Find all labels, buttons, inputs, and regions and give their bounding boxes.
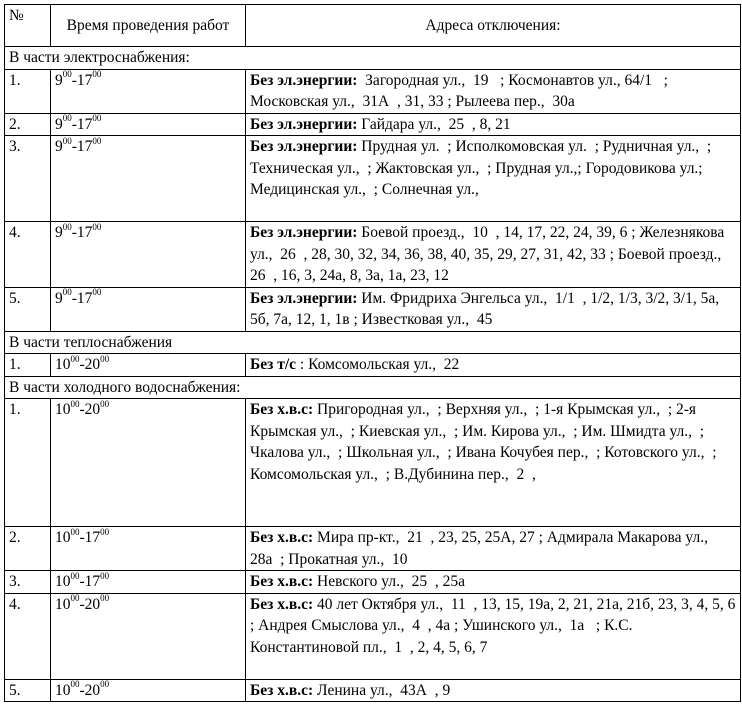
- section-title: В части электроснабжения:: [5, 47, 741, 70]
- address-list: Гайдара ул., 25 , 8, 21: [357, 115, 511, 133]
- time-separator: -: [71, 138, 77, 155]
- work-time: [51, 571, 246, 594]
- addresses-cell: [246, 527, 741, 571]
- time-end-minutes: 00: [92, 113, 102, 124]
- time-start-minutes: 00: [62, 113, 72, 124]
- table-row: [5, 399, 741, 527]
- time-end-minutes: 00: [100, 593, 110, 604]
- work-time: [51, 287, 246, 331]
- time-separator: -: [79, 356, 85, 373]
- time-end: 20: [84, 681, 101, 699]
- time-separator: -: [79, 573, 85, 590]
- time-start: 10: [55, 356, 71, 373]
- address-list: Им. Фридриха Энгельса ул., 1/1 , 1/2, 1/3, 3/2, 3/1, 5а, 5б, 7а, 12, 1, 1в ; Известковая ул., 45: [250, 289, 723, 328]
- work-time: [51, 222, 246, 288]
- time-start: 9: [55, 138, 63, 155]
- time-start: 10: [55, 681, 71, 699]
- row-number: 2.: [5, 527, 51, 571]
- time-end: 17: [84, 529, 101, 546]
- addresses-cell: [246, 136, 741, 222]
- work-time: [51, 679, 246, 702]
- addresses-cell: [246, 69, 741, 113]
- addresses-cell: [246, 113, 741, 136]
- outage-label: Без х.в.с:: [250, 681, 314, 699]
- header-number: №: [5, 5, 51, 47]
- row-number: 3.: [5, 136, 51, 222]
- time-start: 9: [55, 224, 63, 241]
- time-start: 9: [55, 115, 63, 133]
- time-start-minutes: 00: [70, 398, 80, 409]
- addresses-cell: [246, 222, 741, 288]
- address-list: 40 лет Октября ул., 11 , 13, 15, 19а, 2, 21, 21а, 21б, 23, 3, 4, 5, 6 ; Андрея Смыслова ул., 4 , 4а ; Ушинского ул., 1а ; К.С. Константиновой пл., 1 , 2, 4, 5, 6, 7: [250, 595, 740, 656]
- address-list: Пригородная ул., ; Верхняя ул., ; 1-я Крымская ул., ; 2-я Крымская ул., ; Киевская ул., ; Им. Кирова ул., ; Им. Шмидта ул., ; Чкалова ул., ; Школьная ул., ; Ивана Кочубея пер., ; Котовского ул., ; Комсомольская ул., ; В.Дубинина пер., 2 ,: [250, 401, 721, 483]
- work-time: [51, 593, 246, 679]
- outage-label: Без х.в.с:: [250, 595, 314, 613]
- table-row: [5, 679, 741, 702]
- outage-label: Без т/с: [250, 356, 297, 373]
- row-number: 1.: [5, 354, 51, 377]
- time-separator: -: [79, 529, 85, 546]
- section-title: В части холодного водоснабжения:: [5, 376, 741, 399]
- time-end-minutes: 00: [92, 69, 102, 80]
- outage-label: Без х.в.с:: [250, 401, 314, 418]
- time-end-minutes: 00: [92, 221, 102, 232]
- row-number: 5.: [5, 679, 51, 702]
- time-end: 20: [84, 401, 101, 418]
- table-row: [5, 69, 741, 113]
- outage-label: Без эл.энергии:: [250, 138, 358, 155]
- time-start-minutes: 00: [62, 287, 72, 298]
- header-time: Время проведения работ: [51, 5, 246, 47]
- time-separator: -: [71, 115, 77, 133]
- row-number: 4.: [5, 593, 51, 679]
- address-list: Ленина ул., 43А , 9: [313, 681, 451, 699]
- work-time: [51, 354, 246, 377]
- address-list: : Комсомольская ул., 22: [296, 356, 460, 373]
- time-start-minutes: 00: [70, 353, 80, 364]
- time-start-minutes: 00: [62, 69, 72, 80]
- time-start-minutes: 00: [70, 679, 80, 690]
- time-separator: -: [79, 401, 85, 418]
- addresses-cell: [246, 571, 741, 594]
- time-end: 17: [84, 573, 101, 590]
- time-start: 9: [55, 289, 63, 307]
- row-number: 1.: [5, 69, 51, 113]
- work-time: [51, 113, 246, 136]
- time-end-minutes: 00: [100, 398, 110, 409]
- time-separator: -: [79, 681, 85, 699]
- time-end: 17: [76, 71, 93, 89]
- addresses-cell: [246, 399, 741, 527]
- work-time: [51, 399, 246, 527]
- time-end: 20: [84, 595, 101, 613]
- address-list: Боевой проезд., 10 , 14, 17, 22, 24, 39, 6 ; Железнякова ул., 26 , 28, 30, 32, 34, 36, 38, 40, 35, 29, 27, 31, 42, 33 ; Боевой проезд., 26 , 16, 3, 24а, 8, 3а, 1а, 23, 12: [250, 224, 729, 284]
- address-list: Загородная ул., 19 ; Космонавтов ул., 64/1 ; Московская ул., 31А , 31, 33 ; Рылеева пер., 30а: [250, 71, 672, 110]
- outage-label: Без эл.энергии:: [250, 224, 358, 241]
- time-start-minutes: 00: [62, 221, 72, 232]
- addresses-cell: [246, 287, 741, 331]
- time-end: 17: [76, 289, 93, 307]
- table-row: [5, 593, 741, 679]
- time-start-minutes: 00: [70, 593, 80, 604]
- work-time: [51, 136, 246, 222]
- time-end-minutes: 00: [100, 570, 110, 581]
- time-end-minutes: 00: [92, 287, 102, 298]
- time-end-minutes: 00: [100, 526, 110, 537]
- outage-label: Без х.в.с:: [250, 573, 314, 590]
- time-start-minutes: 00: [70, 570, 80, 581]
- outage-label: Без эл.энергии:: [250, 289, 358, 307]
- time-end-minutes: 00: [92, 135, 102, 146]
- header-addresses: Адреса отключения:: [246, 5, 741, 47]
- time-separator: -: [71, 289, 77, 307]
- table-row: [5, 527, 741, 571]
- time-end: 17: [76, 138, 93, 155]
- address-list: Прудная ул. ; Исполкомовская ул. ; Рудничная ул., ; Техническая ул., ; Жактовская ул., ; Прудная ул.,; Городовикова ул.; Медицинская ул., ; Солнечная ул.,: [250, 138, 716, 198]
- time-end: 17: [76, 224, 93, 241]
- section-row: [5, 376, 741, 399]
- table-row: [5, 113, 741, 136]
- addresses-cell: [246, 354, 741, 377]
- outage-label: Без эл.энергии:: [250, 71, 358, 89]
- work-time: [51, 527, 246, 571]
- header-row: [5, 5, 741, 47]
- row-number: 3.: [5, 571, 51, 594]
- table-row: [5, 354, 741, 377]
- time-start: 10: [55, 401, 71, 418]
- time-start-minutes: 00: [70, 526, 80, 537]
- address-list: Мира пр-кт., 21 , 23, 25, 25А, 27 ; Адмирала Макарова ул., 28а ; Прокатная ул., 10: [250, 529, 716, 568]
- section-row: [5, 47, 741, 70]
- time-start: 10: [55, 573, 71, 590]
- time-start-minutes: 00: [62, 135, 72, 146]
- time-separator: -: [79, 595, 85, 613]
- time-start: 9: [55, 71, 63, 89]
- row-number: 5.: [5, 287, 51, 331]
- time-separator: -: [71, 224, 77, 241]
- row-number: 2.: [5, 113, 51, 136]
- time-start: 10: [55, 595, 71, 613]
- row-number: 1.: [5, 399, 51, 527]
- row-number: 4.: [5, 222, 51, 288]
- time-end-minutes: 00: [100, 353, 110, 364]
- outage-label: Без х.в.с:: [250, 529, 314, 546]
- addresses-cell: [246, 593, 741, 679]
- addresses-cell: [246, 679, 741, 702]
- time-end: 17: [76, 115, 93, 133]
- time-end: 20: [84, 356, 101, 373]
- address-list: Невского ул., 25 , 25а: [313, 573, 465, 590]
- time-separator: -: [71, 71, 77, 89]
- section-row: [5, 331, 741, 354]
- section-title: В части теплоснабжения: [5, 331, 741, 354]
- table-row: [5, 222, 741, 288]
- time-end-minutes: 00: [100, 679, 110, 690]
- outage-table: [4, 4, 741, 702]
- table-row: [5, 136, 741, 222]
- table-row: [5, 287, 741, 331]
- table-row: [5, 571, 741, 594]
- table-body: [5, 5, 741, 702]
- work-time: [51, 69, 246, 113]
- time-start: 10: [55, 529, 71, 546]
- outage-label: Без эл.энергии:: [250, 115, 358, 133]
